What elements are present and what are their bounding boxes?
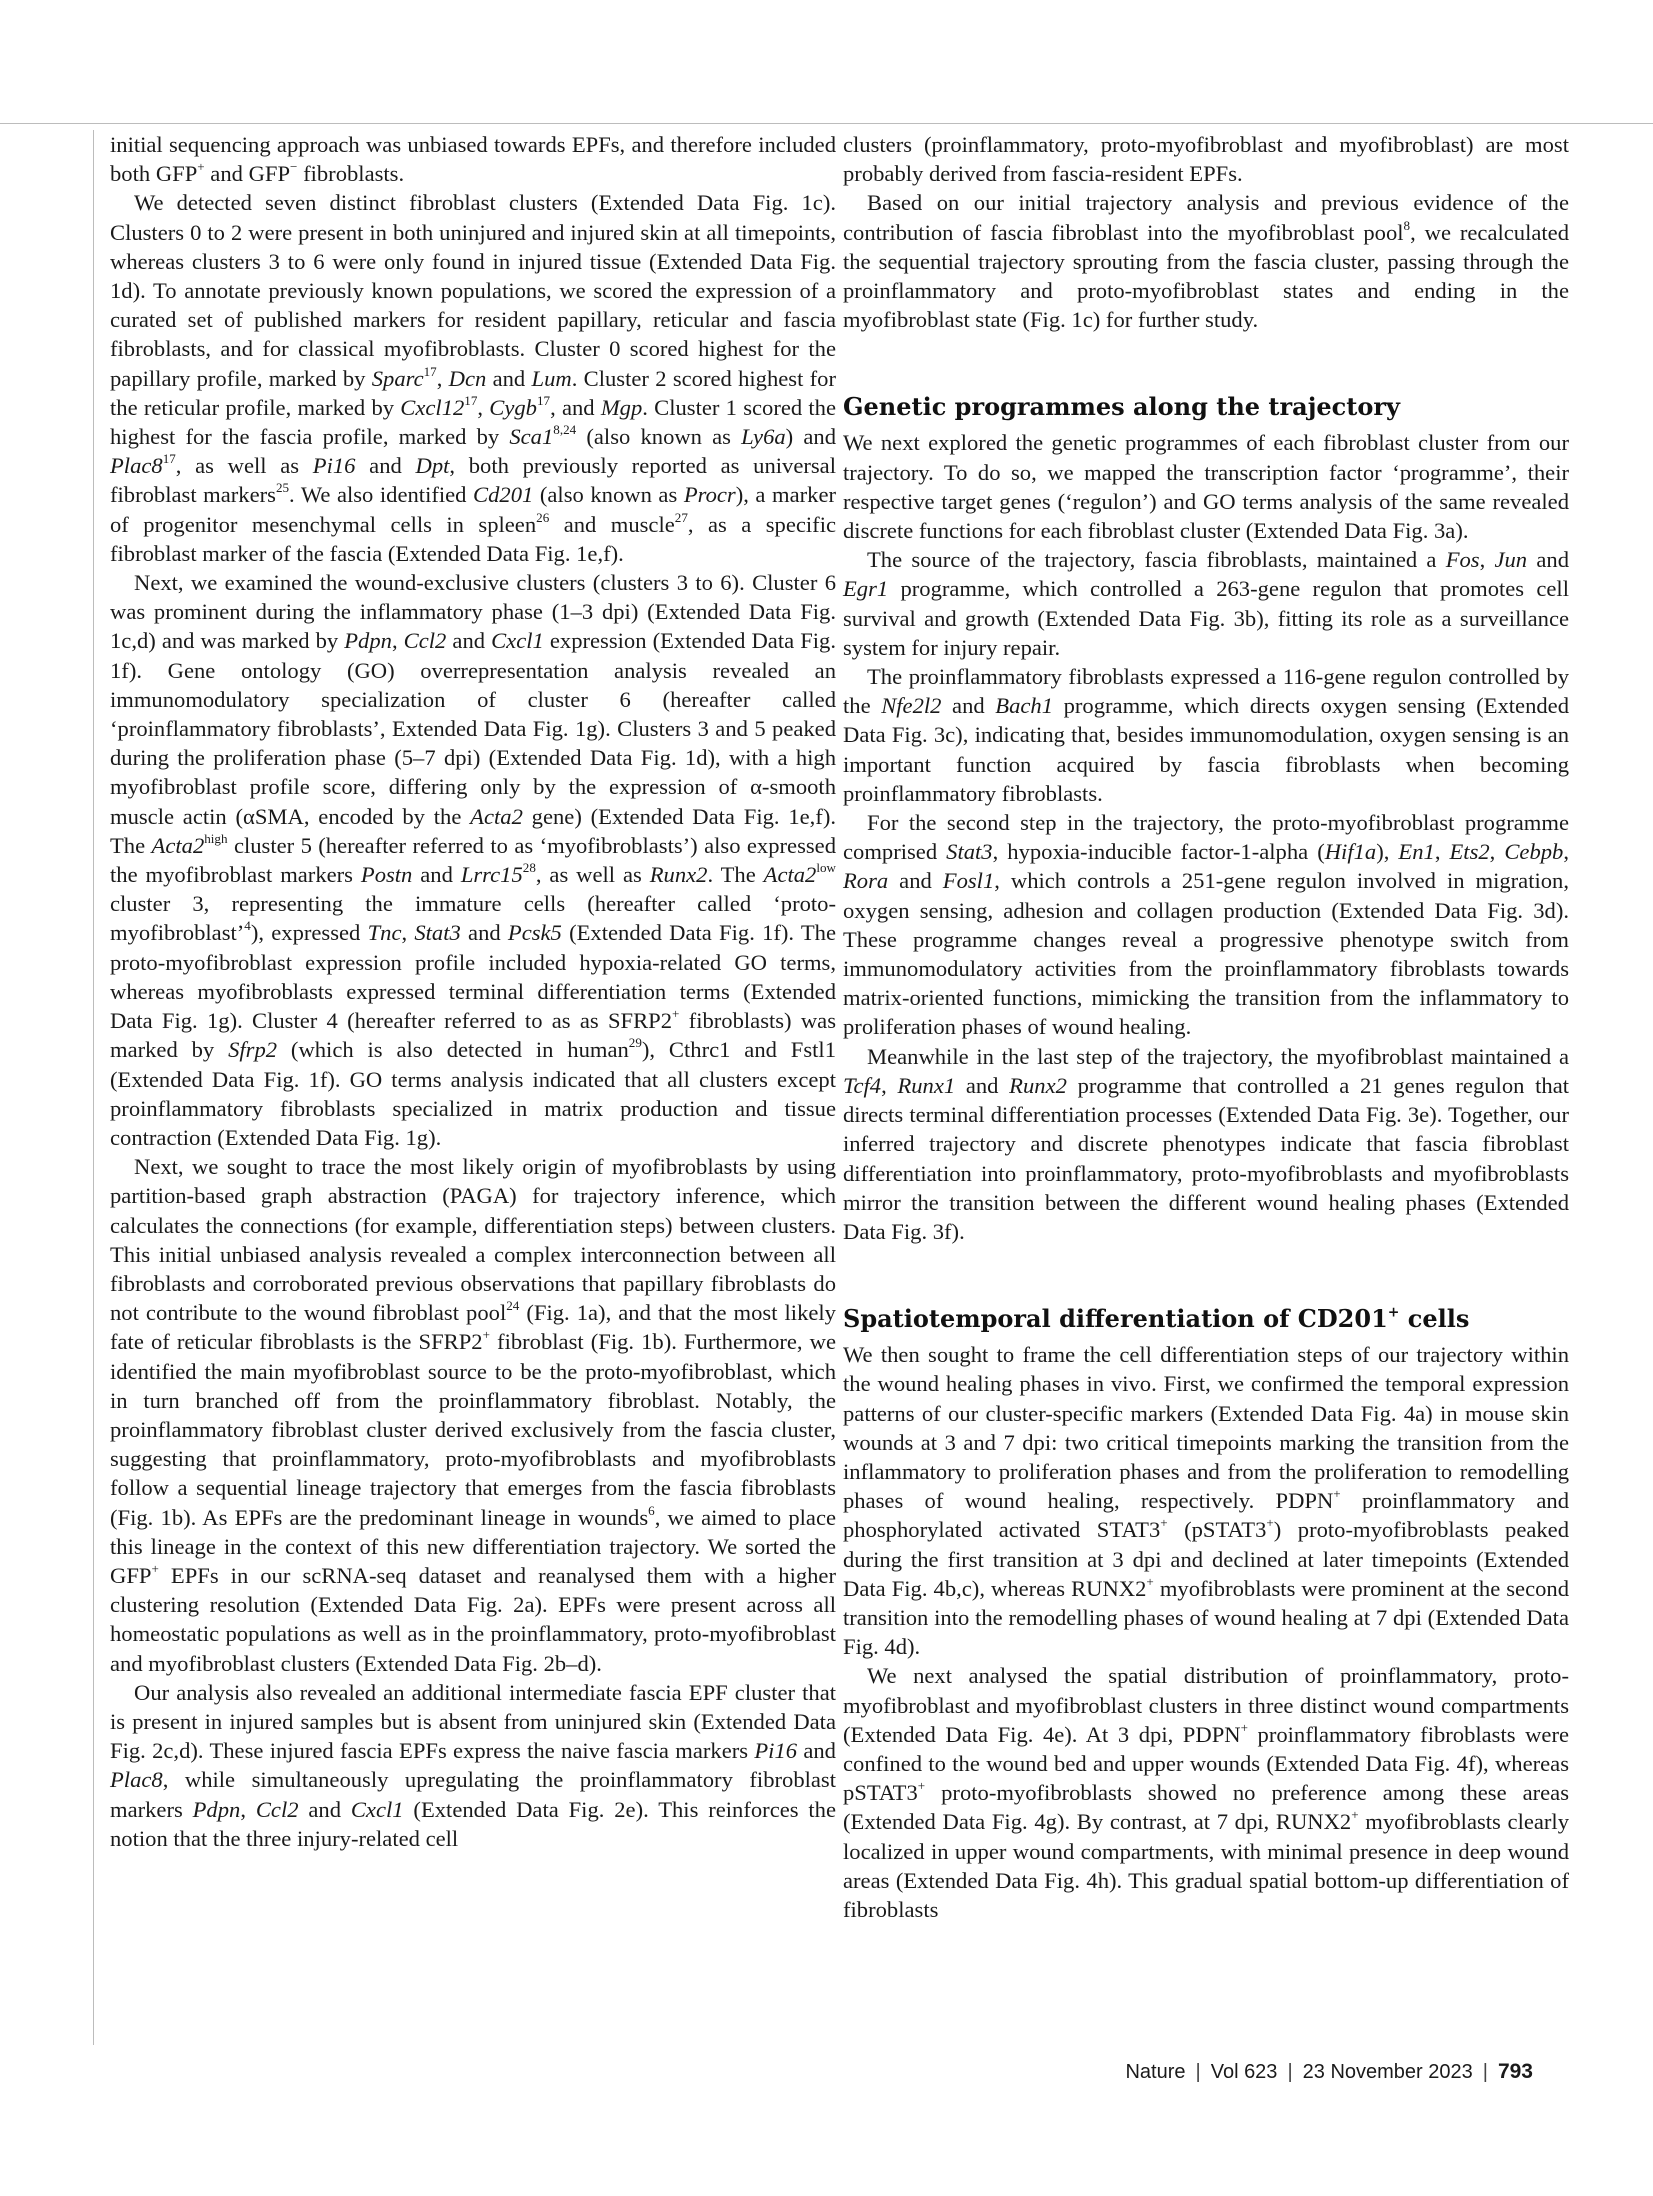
text-run: ) and [785, 424, 836, 450]
text-run: We next analysed the spatial distribution of proinflammatory, proto-myofibroblast and myofibroblast clusters in three distinct wound compartments (Extended Data Fig. 4e). At 3 dpi, PDPN [843, 1663, 1569, 1747]
superscript: + [1146, 1573, 1154, 1589]
text-run: , we recalculated the sequential trajectory sprouting from the fascia cluster, passing through the proinflammatory and proto-myofibroblast states and ending in the myofibroblast state (Fig. 1c) for further study. [843, 219, 1569, 333]
text-run: Next, we sought to trace the most likely origin of myofibroblasts by using partition-based graph abstraction (PAGA) for trajectory inference, which calculates the connections (for example, differentiation steps) between clusters. This initial unbiased analysis revealed a complex interconnection between all fibroblasts and corroborated previous observations that papillary fibroblasts do not contribute to the wound fibroblast pool [110, 1154, 836, 1326]
superscript: 6 [648, 1502, 655, 1518]
text-run: , and [550, 394, 601, 420]
section-heading [843, 1304, 1569, 1334]
footer-journal: Nature [1125, 2061, 1186, 2083]
gene-name: Acta2 [763, 862, 817, 888]
superscript: 17 [162, 451, 176, 467]
text-run: We then sought to frame the cell differentiation steps of our trajectory within the wound healing phases in vivo. First, we confirmed the temporal expression patterns of our cluster-specific markers (Extended Data Fig. 4a) in mouse skin wounds at 3 and 7 dpi: two critical timepoints marking the transition from the inflammatory to proliferation phases and from the proliferation to remodelling phases of wound healing, respectively. PDPN [843, 1342, 1569, 1514]
text-run: and [1527, 547, 1569, 573]
text-run: , as well as [175, 453, 313, 479]
left-text-column [110, 130, 836, 1853]
gene-name: Nfe2l2 [881, 693, 942, 719]
superscript: + [1160, 1515, 1168, 1531]
body-paragraph [843, 130, 1569, 188]
text-run: , [240, 1796, 256, 1822]
superscript: + [151, 1561, 159, 1577]
superscript: 25 [275, 480, 290, 496]
gene-name: Ccl2 [255, 1796, 299, 1822]
body-paragraph [110, 130, 836, 188]
superscript: 4 [244, 918, 251, 934]
text-run: . The [707, 862, 764, 888]
gene-name: Pdpn [192, 1796, 241, 1822]
text-run: , both previously reported as universal fibroblast markers [110, 453, 836, 508]
text-run: We next explored the genetic programmes of each fibroblast cluster from our trajectory. To do so, we mapped the transcription factor ‘programme’, their respective target genes (‘regulon’) and GO terms analysis of the same revealed discrete functions for each fibroblast cluster (Extended Data Fig. 3a). [843, 430, 1569, 544]
text-run: and [486, 365, 532, 391]
right-text-column [843, 130, 1569, 1924]
gene-name: Runx2 [1009, 1072, 1067, 1098]
body-paragraph [843, 1042, 1569, 1246]
text-run: and [888, 868, 943, 894]
body-paragraph [843, 428, 1569, 545]
gene-name: Hif1a [1324, 839, 1377, 865]
text-run: ), expressed [250, 920, 368, 946]
gene-name: Jun [1494, 547, 1528, 573]
superscript: 17 [536, 393, 551, 408]
text-run: (also known as [576, 424, 742, 450]
text-run: initial sequencing approach was unbiased towards EPFs, and therefore included both GFP [110, 132, 836, 187]
text-run: , [881, 1072, 898, 1098]
gene-name: Bach1 [995, 693, 1054, 719]
superscript: 8,24 [553, 422, 577, 438]
gene-name: Pi16 [754, 1738, 798, 1764]
body-paragraph [843, 662, 1569, 808]
gene-name: Acta2 [151, 832, 205, 858]
text-run: clusters (proinflammatory, proto-myofibroblast and myofibroblast) are most probably derived from fascia-resident EPFs. [843, 132, 1569, 187]
superscript: + [1387, 1304, 1400, 1321]
top-rule [0, 123, 1653, 124]
gene-name: Cxcl1 [491, 628, 544, 654]
gene-name: Runx1 [897, 1072, 956, 1098]
superscript: + [1240, 1719, 1248, 1735]
text-run: , [477, 394, 490, 420]
text-run: (Extended Data Fig. 1f). The proto-myofibroblast expression profile included hypoxia-related GO terms, whereas myofibroblasts expressed terminal differentiation terms (Extended Data Fig. 1g). Cluster 4 (hereafter referred to as as SFRP2 [110, 920, 837, 1034]
text-run: and [298, 1796, 351, 1822]
page-number: 793 [1497, 2060, 1533, 2083]
superscript: 17 [464, 393, 478, 408]
text-run: The source of the trajectory, fascia fibroblasts, maintained a [867, 547, 1446, 573]
text-run: , [1479, 547, 1495, 573]
gene-name: Stat3 [414, 920, 461, 946]
text-run: Our analysis also revealed an additional intermediate fascia EPF cluster that is present in injured samples but is absent from uninjured skin (Extended Data Fig. 2c,d). These injured fascia EPFs express the naive fascia markers [110, 1679, 836, 1764]
gene-name: Egr1 [843, 576, 889, 602]
gene-name: Runx2 [649, 862, 708, 888]
text-run: gene) (Extended Data Fig. 1e,f). The [110, 803, 837, 858]
body-paragraph [843, 808, 1569, 1042]
text-run: , as well as [535, 862, 650, 888]
gene-name: Pdpn [344, 628, 392, 654]
text-run: expression (Extended Data Fig. 1f). Gene ontology (GO) overrepresentation analysis revealed an immunomodulatory specialization of cluster 6 (hereafter called ‘proinflammatory fibroblasts’, Extended Data Fig. 1g). Clusters 3 and 5 peaked during the proliferation phase (5–7 dpi) (Extended Data Fig. 1d), with a high myofibroblast profile score, differing only by the expression of α-smooth muscle actin (αSMA, encoded by the [110, 628, 836, 829]
gene-name: Fos [1445, 547, 1480, 573]
gene-name: Cxcl1 [350, 1796, 404, 1822]
footer-separator: | [1482, 2061, 1488, 2083]
text-run: and muscle [549, 511, 675, 537]
body-paragraph [110, 188, 836, 568]
gene-name: Cd201 [473, 482, 534, 508]
text-run: . Cluster 2 scored highest for the reticular profile, marked by [110, 365, 837, 420]
superscript: + [1266, 1515, 1274, 1531]
text-run: ) proto-myofibroblasts peaked during the first transition at 3 dpi and declined at later timepoints (Extended Data Fig. 4b,c), whereas RUNX2 [843, 1517, 1569, 1601]
gene-name: Procr [683, 482, 736, 508]
text-run: (Extended Data Fig. 2e). This reinforces the notion that the three injury-related cell [110, 1796, 836, 1851]
text-run: and [460, 920, 508, 946]
text-run: cluster 3, representing the immature cells (hereafter called ‘proto-myofibroblast’ [110, 891, 836, 946]
text-run: , [1489, 839, 1505, 865]
gene-name: Fosl1 [942, 868, 995, 894]
footer-separator: | [1195, 2061, 1201, 2083]
text-run: and [446, 628, 492, 654]
body-paragraph [843, 1661, 1569, 1924]
text-run: programme that controlled a 21 genes regulon that directs terminal differentiation processes (Extended Data Fig. 3e). Together, our inferred trajectory and discrete phenotypes indicate that fascia fibroblast differentiation into proinflammatory, proto-myofibroblasts and myofibroblasts mirror the transition between the different wound healing phases (Extended Data Fig. 3f). [843, 1072, 1569, 1244]
text-run: and [355, 453, 416, 479]
gene-name: Cebpb [1504, 839, 1564, 865]
text-run: , which controls a 251-gene regulon involved in migration, oxygen sensing, adhesion and collagen production (Extended Data Fig. 3d). These programme changes reveal a progressive phenotype switch from immunomodulatory activities from the proinflammatory fibroblasts towards matrix-oriented functions, mimicking the transition from the inflammatory to proliferation phases of wound healing. [843, 868, 1570, 1040]
footer-volume: Vol 623 [1210, 2061, 1278, 2083]
superscript: 27 [674, 509, 688, 525]
text-run: proto-myofibroblasts showed no preference among these areas (Extended Data Fig. 4g). By contrast, at 7 dpi, RUNX2 [843, 1780, 1569, 1835]
text-run: programme, which directs oxygen sensing (Extended Data Fig. 3c), indicating that, besides immunomodulation, oxygen sensing is an important function acquired by fascia fibroblasts when becoming proinflammatory fibroblasts. [843, 693, 1569, 806]
text-run: and [412, 862, 461, 888]
text-run: and GFP [204, 161, 291, 187]
text-run: (pSTAT3 [1167, 1517, 1267, 1543]
body-paragraph [843, 188, 1569, 334]
superscript: low [816, 860, 836, 876]
superscript: + [672, 1006, 680, 1022]
section-heading [843, 392, 1569, 422]
text-run: Genetic programmes along the trajectory [843, 392, 1400, 422]
gene-name: Sfrp2 [228, 1037, 278, 1063]
text-run: , [1434, 839, 1450, 865]
text-run: , we aimed to place this lineage in the context of this new differentiation trajectory. We sorted the GFP [110, 1504, 837, 1588]
gene-name: Ly6a [741, 424, 786, 450]
body-paragraph [110, 568, 836, 1152]
text-run: , [391, 628, 404, 654]
superscript: + [197, 159, 205, 175]
text-run: , hypoxia-inducible factor-1-alpha ( [992, 839, 1325, 865]
text-run: myofibroblasts were prominent at the second transition into the remodelling phases of wound healing at 7 dpi (Extended Data Fig. 4d). [843, 1575, 1569, 1660]
text-run: For the second step in the trajectory, the proto-myofibroblast programme comprised [843, 810, 1569, 865]
gene-name: Lum [531, 365, 572, 391]
text-run: ), a marker of progenitor mesenchymal cells in spleen [110, 482, 836, 537]
gene-name: Pcsk5 [507, 920, 562, 946]
text-run: cells [1399, 1304, 1470, 1334]
text-run: myofibroblasts clearly localized in upper wound compartments, with minimal presence in deep wound areas (Extended Data Fig. 4h). This gradual spatial bottom-up differentiation of fibroblasts [843, 1809, 1569, 1922]
footer-date: 23 November 2023 [1302, 2061, 1473, 2083]
gene-name: Acta2 [470, 803, 523, 829]
text-run: , [1563, 839, 1570, 865]
gene-name: Tnc [367, 920, 402, 946]
gene-name: Cxcl12 [400, 394, 465, 420]
gene-name: Ccl2 [403, 628, 447, 654]
text-run: . We also identified [289, 482, 474, 508]
text-run: and [797, 1738, 836, 1764]
text-run: (which is also detected in human [277, 1037, 629, 1063]
superscript: high [204, 831, 228, 847]
gene-name: Sparc [371, 365, 424, 391]
column-margin-rule [93, 130, 94, 2045]
text-run: , as a specific fibroblast marker of the fascia (Extended Data Fig. 1e,f). [110, 511, 836, 566]
text-run: We detected seven distinct fibroblast clusters (Extended Data Fig. 1c). Clusters 0 to 2 were present in both uninjured and injured skin at all timepoints, whereas clusters 3 to 6 were only found in injured tissue (Extended Data Fig. 1d). To annotate previously known populations, we scored the expression of a curated set of published markers for resident papillary, reticular and fascia fibroblasts, and for classical myofibroblasts. Cluster 0 scored highest for the papillary profile, marked by [110, 190, 836, 391]
gene-name: Plac8 [110, 453, 163, 479]
superscript: + [1333, 1486, 1341, 1502]
text-run: fibroblast (Fig. 1b). Furthermore, we identified the main myofibroblast source to be the proto-myofibroblast, which in turn branched off from the proinflammatory fibroblast. Notably, the proinflammatory fibroblast cluster derived exclusively from the fascia cluster, suggesting that proinflammatory, proto-myofibroblasts and myofibroblasts follow a sequential lineage trajectory that emerges from the fascia fibroblasts (Fig. 1b). As EPFs are the predominant lineage in wounds [110, 1329, 836, 1530]
gene-name: Lrrc15 [460, 862, 523, 888]
text-run: EPFs in our scRNA-seq dataset and reanalysed them with a higher clustering resolution (Extended Data Fig. 2a). EPFs were present across all homeostatic populations as well as in the proinflammatory, proto-myofibroblast and myofibroblast clusters (Extended Data Fig. 2b–d). [110, 1562, 836, 1676]
gene-name: Sca1 [509, 424, 554, 450]
text-run: ), [1376, 839, 1399, 865]
text-run: , while simultaneously upregulating the proinflammatory fibroblast markers [110, 1767, 836, 1822]
gene-name: Tcf4 [843, 1072, 882, 1098]
body-paragraph [110, 1678, 836, 1853]
gene-name: Dcn [448, 365, 487, 391]
text-run: proinflammatory fibroblasts were confined to the wound bed and upper wounds (Extended Data Fig. 4f), whereas pSTAT3 [843, 1721, 1569, 1806]
superscript: + [917, 1778, 926, 1794]
text-run: , [401, 920, 415, 946]
gene-name: En1 [1398, 839, 1435, 865]
text-run: fibroblasts) was marked by [110, 1008, 836, 1063]
gene-name: Mgp [600, 394, 643, 420]
gene-name: Stat3 [946, 839, 993, 865]
superscript: 24 [506, 1298, 520, 1314]
body-paragraph [843, 545, 1569, 662]
text-run: . Cluster 1 scored the highest for the fascia profile, marked by [110, 394, 837, 450]
text-run: , [436, 365, 449, 391]
text-run: and [941, 693, 996, 719]
text-run: programme, which controlled a 263-gene regulon that promotes cell survival and growth (Extended Data Fig. 3b), fitting its role as a surveillance system for injury repair. [843, 576, 1569, 660]
body-paragraph [110, 1152, 836, 1678]
text-run: fibroblasts. [297, 161, 405, 187]
gene-name: Cygb [489, 394, 537, 420]
gene-name: Plac8 [110, 1767, 163, 1793]
gene-name: Rora [843, 868, 889, 894]
text-run: (Fig. 1a), and that the most likely fate of reticular fibroblasts is the SFRP2 [110, 1300, 836, 1355]
text-run: (also known as [533, 482, 684, 508]
text-run: Next, we examined the wound-exclusive clusters (clusters 3 to 6). Cluster 6 was prominent during the inflammatory phase (1–3 dpi) (Extended Data Fig. 1c,d) and was marked by [110, 570, 836, 654]
superscript: 17 [423, 363, 437, 379]
page-footer [1125, 2060, 1533, 2084]
gene-name: Postn [360, 862, 413, 888]
gene-name: Ets2 [1449, 839, 1490, 865]
text-run: ), Cthrc1 and Fstl1 (Extended Data Fig. 1f). GO terms analysis indicated that all clusters except proinflammatory fibroblasts specialized in matrix production and tissue contraction (Extended Data Fig. 1g). [110, 1037, 836, 1150]
superscript: 8 [1403, 217, 1411, 233]
superscript: 29 [628, 1035, 642, 1051]
text-run: Meanwhile in the last step of the trajectory, the myofibroblast maintained a [867, 1043, 1569, 1069]
text-run: Based on our initial trajectory analysis and previous evidence of the contribution of fascia fibroblast into the myofibroblast pool [843, 190, 1569, 245]
gene-name: Pi16 [312, 453, 356, 479]
text-run: Spatiotemporal differentiation of CD201 [843, 1304, 1388, 1334]
superscript: + [1351, 1807, 1359, 1823]
superscript: 26 [536, 509, 550, 525]
gene-name: Dpt [415, 453, 450, 479]
text-run: proinflammatory and phosphorylated activated STAT3 [843, 1488, 1569, 1543]
text-run: and [955, 1072, 1010, 1098]
superscript: + [482, 1327, 490, 1343]
superscript: 28 [522, 860, 536, 876]
text-run: The proinflammatory fibroblasts expressed a 116-gene regulon controlled by the [843, 664, 1569, 719]
body-paragraph [843, 1340, 1569, 1661]
footer-separator: | [1287, 2061, 1293, 2083]
text-run: cluster 5 (hereafter referred to as ‘myofibroblasts’) also expressed the myofibroblast markers [110, 832, 836, 888]
superscript: − [290, 159, 298, 175]
